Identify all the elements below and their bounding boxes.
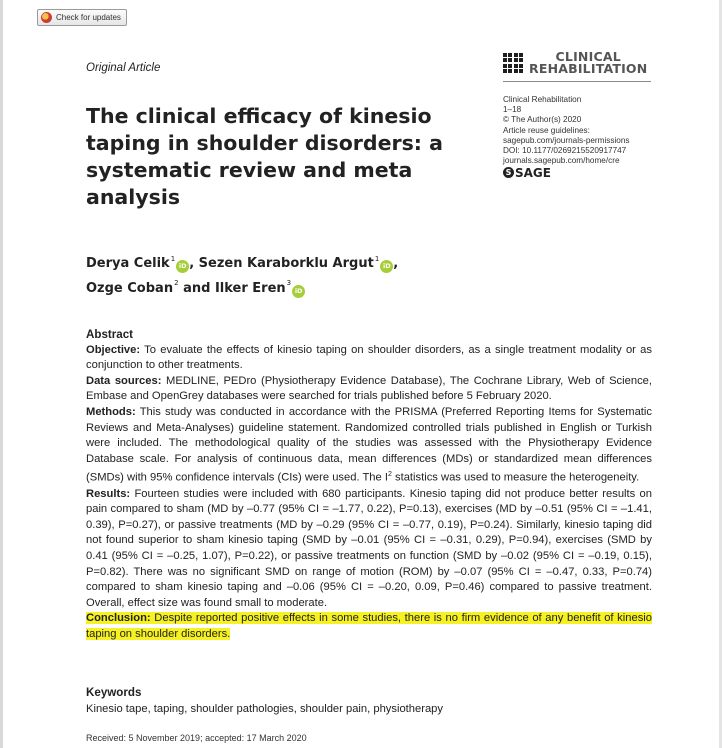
article-title: The clinical efficacy of kinesio taping in shoulder disorders: a systematic review and meta analysis [86, 104, 443, 209]
sage-s-icon: S [503, 167, 514, 178]
reuse-link[interactable]: sagepub.com/journals-permissions [503, 135, 630, 145]
journal-logo [503, 50, 647, 76]
check-for-updates-button[interactable] [37, 9, 127, 26]
logo-text [529, 51, 647, 75]
author-2: Sezen Karaborklu Argut$^1$iD , [198, 255, 399, 272]
journal-home-link[interactable]: journals.sagepub.com/home/cre [503, 156, 620, 166]
reuse-guidelines: Article reuse guidelines: [503, 125, 590, 135]
publisher-logo [503, 167, 678, 178]
article-type: Original Article [86, 62, 161, 74]
keywords-heading: Keywords [86, 686, 142, 699]
orcid-icon[interactable]: iD [176, 260, 189, 273]
doi-link[interactable]: DOI: 10.1177/0269215520917747 [503, 146, 627, 156]
abstract-objective: Objective: To evaluate the effects of kinesio taping on shoulder disorders, as a single treatment modality or as conjunction to other treatments. [86, 343, 653, 372]
logo-line-2: REHABILITATION [529, 61, 648, 76]
orcid-icon[interactable]: iD [380, 260, 393, 273]
publisher-name: SAGE [515, 165, 551, 180]
page-edge-left [0, 0, 3, 748]
abstract-data-sources: Data sources: MEDLINE, PEDro (Physiotherapy Evidence Database), The Cochrane Library, Web of Science, Embase and OpenGrey databases were searched for trials published before 5 February 2020. [86, 374, 653, 403]
journal-meta [503, 95, 678, 178]
logo-line-1: CLINICAL [555, 49, 621, 64]
abstract [86, 327, 652, 643]
check-for-updates-label: Check for updates [56, 13, 121, 22]
crossmark-icon [41, 12, 52, 23]
copyright: © The Author(s) 2020 [503, 115, 582, 125]
author-3: Ozge Coban$^2$ and [86, 279, 215, 296]
journal-name: Clinical Rehabilitation [503, 95, 582, 104]
orcid-icon[interactable]: iD [292, 285, 305, 298]
abstract-methods: Methods: This study was conducted in accordance with the PRISMA (Preferred Reporting Items for Systematic Reviews and Meta-Analyses) guideline statement. Randomized controlled trials published in English or Turkish were included. The methodological quality of the studies was assessed with the Physiotherapy Evidence Database scale. For analysis of continuous data, mean differences (MDs) or standardized mean differences (SMDs) with 95% confidence intervals (CIs) were used. The $I^2$ statistics was used to measure the heterogeneity. [86, 405, 652, 485]
logo-divider [503, 81, 651, 82]
author-4: Ilker Eren$^3$iD [215, 281, 305, 296]
received-dates: Received: 5 November 2019; accepted: 17 March 2020 [86, 733, 307, 743]
abstract-conclusion: Conclusion: Despite reported positive effects in some studies, there is no firm evidence of any benefit of kinesio taping on shoulder disorders. [86, 612, 652, 641]
abstract-heading: Abstract [86, 328, 134, 341]
author-1: Derya Celik$^1$iD , [86, 255, 199, 272]
journal-pages: 1–18 [503, 105, 522, 115]
keywords-list: Kinesio tape, taping, shoulder pathologies, shoulder pain, physiotherapy [86, 703, 444, 715]
abstract-results: Results: Fourteen studies were included with 680 participants. Kinesio taping did not produce better results on pain compared to sham (MD by –0.77 (95% CI = –1.77, 0.22), P=0.13), exercises (MD by –0.51 (95% CI = –1.41, 0.39), P=0.27), or passive treatments (MD by –0.29 (95% CI = –0.77, 0.19), P=0.24). Similarly, kinesio taping did not found superior to sham kinesio taping (SMD by –0.01 (95% CI = –0.31, 0.29), P=0.94), exercises (SMD by 0.41 (95% CI = –0.25, 1.07), P=0.22), or passive treatments on function (SMD by –0.02 (95% CI = –0.19, 0.15), P=0.82). There was no significant SMD on range of motion (ROM) by –0.07 (95% CI = –0.47, 0.33, P=0.74) compared to sham kinesio taping and –0.06 (95% CI = –0.20, 0.09, P=0.46) compared to passive treatment. Overall, effect size was found small to moderate. [86, 487, 653, 609]
logo-grid-icon [503, 53, 523, 73]
author-list [86, 250, 446, 299]
